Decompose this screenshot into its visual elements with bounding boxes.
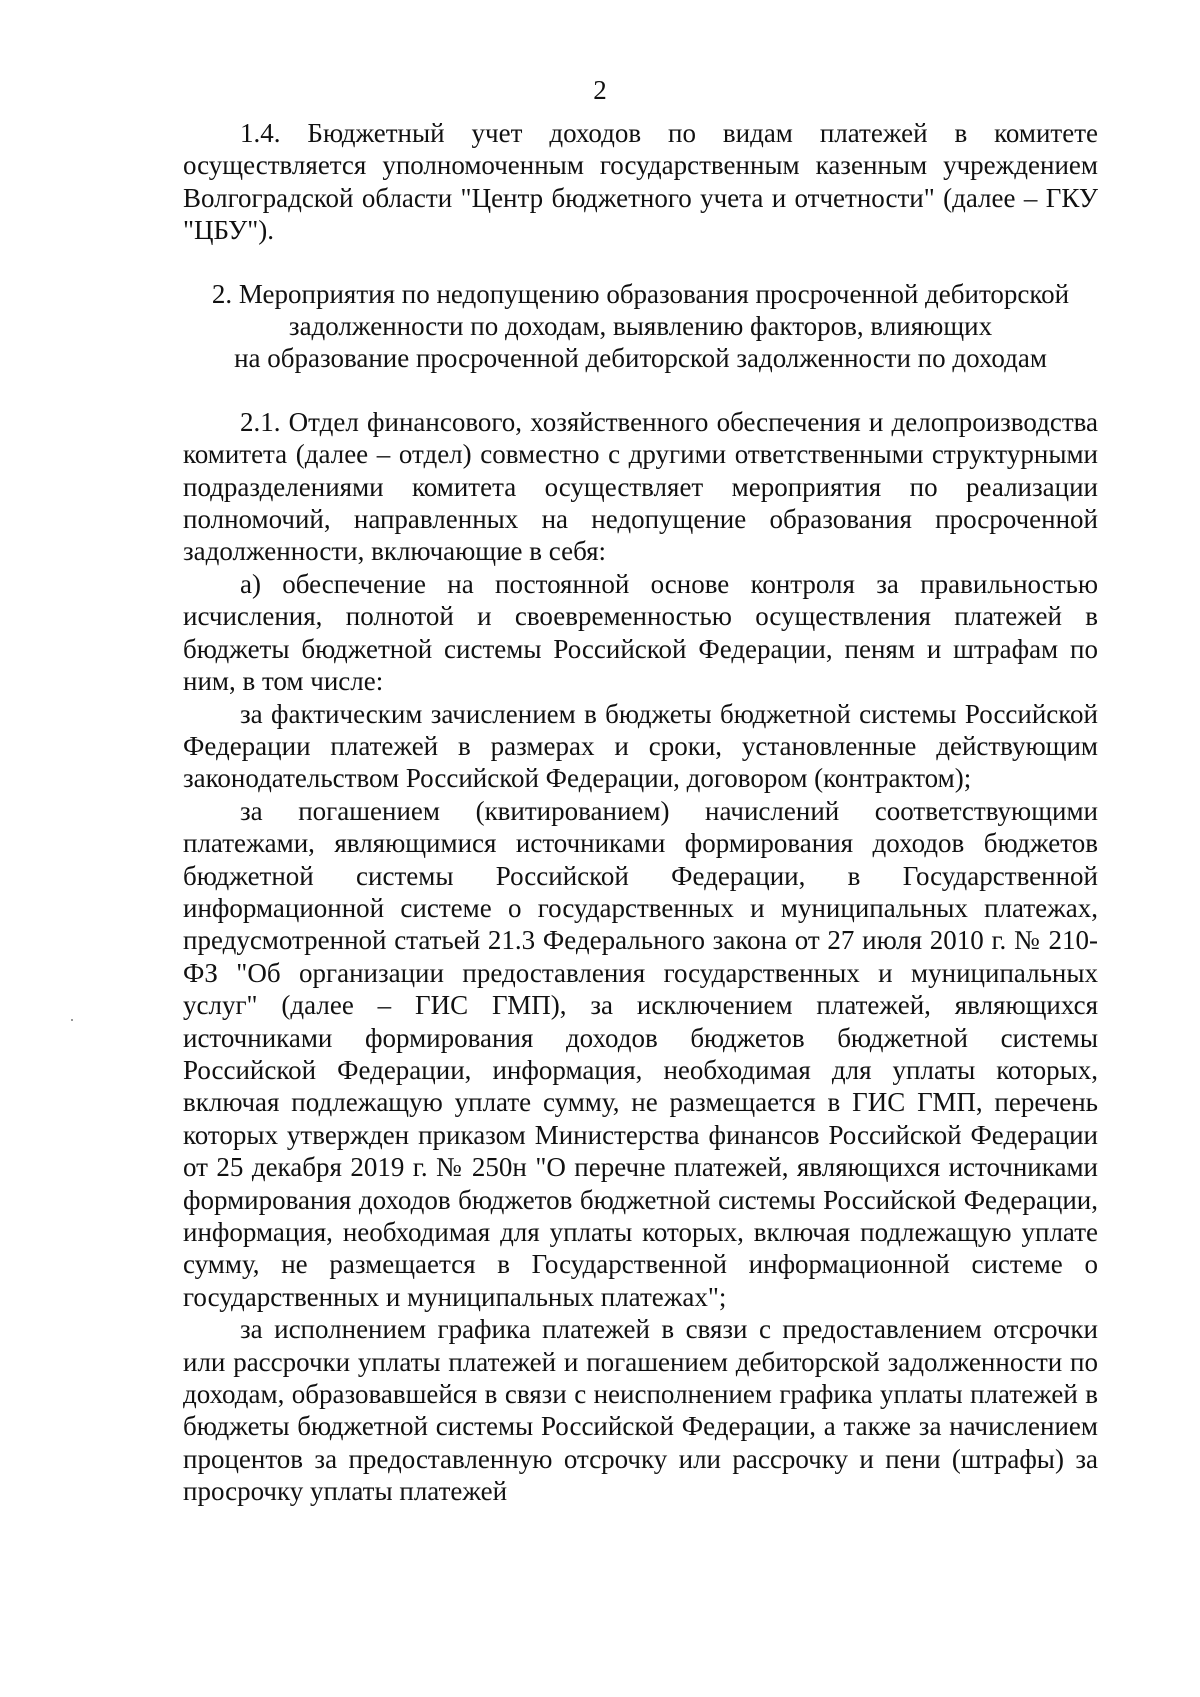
paragraph-control-item: за погашением (квитированием) начислений соответствующими платежами, являющимися источниками формирования доходов бюджетов бюджетной системы Российской Федерации, в Государственной информационной системе о государственных и муниципальных платежах, предусмотренной статьей 21.3 Федерального закона от 27 июля 2010 г. № 210-ФЗ "Об организации предоставления государственных и муниципальных услуг" (далее – ГИС ГМП), за исключением платежей, являющихся источниками формирования доходов бюджетов бюджетной системы Российской Федерации, информация, необходимая для уплаты которых, включая подлежащую уплате сумму, не размещается в ГИС ГМП, перечень которых утвержден приказом Министерства финансов Российской Федерации от 25 декабря 2019 г. № 250н "О перечне платежей, являющихся источниками формирования доходов бюджетов бюджетной системы Российской Федерации, информация, необходимая для уплаты которых, включая подлежащую уплате сумму, не размещается в Государственной информационной системе о государственных и муниципальных платежах"; bbox=[183, 795, 1098, 1312]
scan-artifact bbox=[71, 1019, 73, 1021]
page-number: 2 bbox=[593, 75, 607, 105]
paragraph-2-1: 2.1. Отдел финансового, хозяйственного обеспечения и делопроизводства комитета (далее – отдел) совместно с другими ответственными структурными подразделениями комитета осуществляет мероприятия по реализации полномочий, направленных на недопущение образования просроченной задолженности, включающие в себя: bbox=[183, 406, 1098, 567]
section-heading-line: задолженности по доходам, выявлению факторов, влияющих bbox=[288, 311, 993, 342]
spacer bbox=[183, 247, 1098, 278]
section-2-heading bbox=[183, 278, 1098, 375]
paragraph-control-item: за исполнением графика платежей в связи с предоставлением отсрочки или рассрочки уплаты платежей и погашением дебиторской задолженности по доходам, образовавшейся в связи с неисполнением графика уплаты платежей в бюджеты бюджетной системы Российской Федерации, а также за начислением процентов за предоставленную отсрочку или рассрочку и пени (штрафы) за просрочку уплаты платежей bbox=[183, 1314, 1098, 1507]
paragraph-subitem-a: а) обеспечение на постоянной основе контроля за правильностью исчисления, полнотой и своевременностью осуществления платежей в бюджеты бюджетной системы Российской Федерации, пеням и штрафам по ним, в том числе: bbox=[183, 568, 1098, 697]
section-heading-line: 2. Мероприятия по недопущению образования просроченной дебиторской bbox=[211, 278, 1070, 309]
paragraph-control-item: за фактическим зачислением в бюджеты бюджетной системы Российской Федерации платежей в размерах и сроки, установленные действующим законодательством Российской Федерации, договором (контрактом); bbox=[183, 698, 1098, 794]
section-heading-line: на образование просроченной дебиторской задолженности по доходам bbox=[234, 343, 1047, 374]
spacer bbox=[183, 375, 1098, 406]
paragraph-1-4: 1.4. Бюджетный учет доходов по видам платежей в комитете осуществляется уполномоченным государственным казенным учреждением Волгоградской области "Центр бюджетного учета и отчетности" (далее – ГКУ "ЦБУ"). bbox=[183, 118, 1098, 246]
document-body bbox=[183, 117, 1098, 1508]
